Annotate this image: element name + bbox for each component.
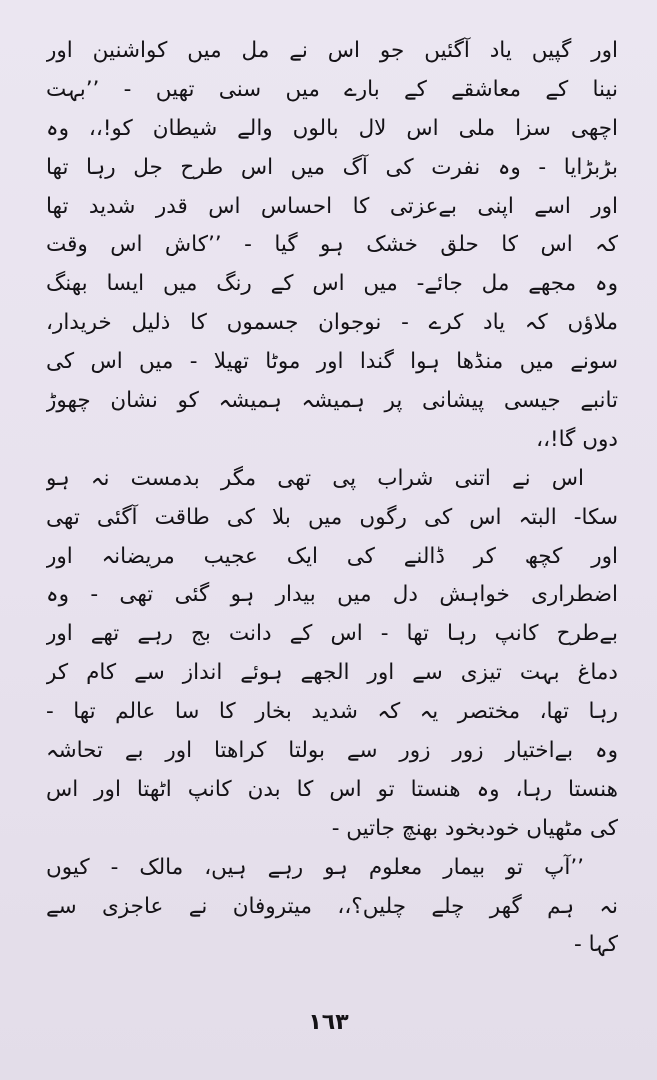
text-line-11: دوں گا!،، bbox=[536, 426, 618, 452]
page-number: ١٦٣ bbox=[308, 1010, 349, 1035]
text-line-13: سکا- البتہ اس کی رگوں میں بلا کی طاقت آگئی تھی bbox=[46, 504, 618, 530]
text-line-17: دماغ بہت تیزی سے اور الجھے ہوئے انداز سے کام کر bbox=[46, 660, 618, 686]
text-line-3: اچھی سزا ملی اس لال بالوں والے شیطان کو!،، وہ bbox=[46, 115, 618, 141]
text-line-2: نینا کے معاشقے کے بارے میں سنی تھیں - ’’بہت bbox=[46, 76, 618, 102]
text-line-21: کی مٹھیاں خودبخود بھنچ جاتیں - bbox=[331, 815, 618, 841]
text-line-7: وہ مجھے مل جائے- میں اس کے رنگ میں ایسا بھنگ bbox=[46, 271, 618, 297]
text-line-1: اور گپیں یاد آگئیں جو اس نے مل میں کواشنین اور bbox=[46, 38, 618, 63]
text-line-14: اور کچھ کر ڈالنے کی ایک عجیب مریضانہ اور bbox=[46, 543, 618, 569]
text-line-10: تانبے جیسی پیشانی پر ہمیشہ ہمیشہ کو نشان چھوڑ bbox=[46, 388, 618, 414]
text-line-15: اضطراری خواہش دل میں بیدار ہو گئی تھی - وہ bbox=[46, 582, 618, 608]
text-line-24: کہا - bbox=[574, 932, 618, 958]
text-line-19: وہ بےاختیار زور زور سے بولتا کراھتا اور بے تحاشہ bbox=[46, 738, 618, 764]
text-line-5: اور اسے اپنی بےعزتی کا احساس اس قدر شدید تھا bbox=[46, 193, 618, 219]
text-line-23: نہ ہم گھر چلے چلیں؟،، میتروفان نے عاجزی سے bbox=[46, 893, 618, 919]
text-line-18: رہا تھا، مختصر یہ کہ شدید بخار کا سا عالم تھا - bbox=[46, 699, 618, 725]
page-text bbox=[46, 32, 618, 965]
text-line-4: بڑبڑایا - وہ نفرت کی آگ میں اس طرح جل رہا تھا bbox=[46, 154, 618, 180]
text-line-8: ملاؤں کہ یاد کرے - نوجوان جسموں کا ذلیل خریدار، bbox=[46, 310, 618, 336]
text-line-9: سونے میں منڈھا ہوا گندا اور موٹا تھیلا - میں اس کی bbox=[46, 349, 618, 375]
text-line-20: ھنستا رہا، وہ ھنستا تو اس کا بدن کانپ اٹھتا اور اس bbox=[46, 776, 618, 802]
text-line-22: ’’آپ تو بیمار معلوم ہو رہے ہیں، مالک - کیوں bbox=[46, 854, 584, 880]
text-line-16: بےطرح کانپ رہا تھا - اس کے دانت بج رہے تھے اور bbox=[46, 621, 618, 647]
text-line-6: کہ اس کا حلق خشک ہو گیا - ’’کاش اس وقت bbox=[46, 232, 618, 258]
text-line-12: اس نے اتنی شراب پی تھی مگر بدمست نہ ہو bbox=[46, 465, 584, 491]
